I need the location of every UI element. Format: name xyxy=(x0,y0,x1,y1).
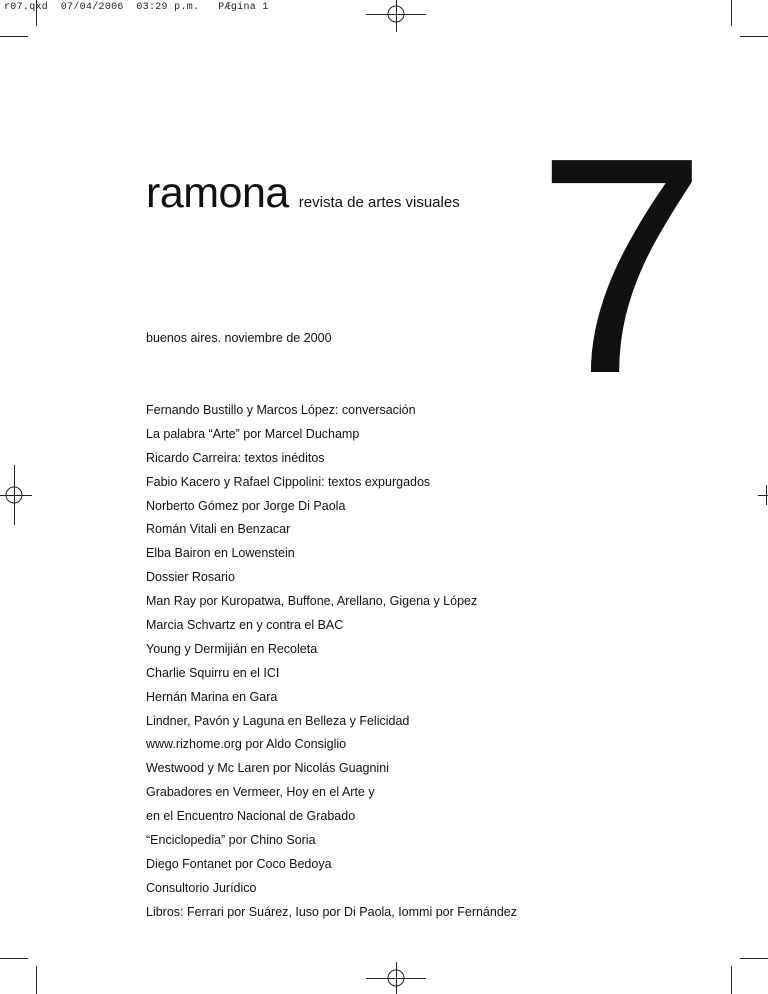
toc-item: Marcia Schvartz en y contra el BAC xyxy=(146,618,344,633)
toc-item: Dossier Rosario xyxy=(146,570,235,585)
toc-item: Young y Dermijián en Recoleta xyxy=(146,641,318,656)
toc-item: Elba Bairon en Lowenstein xyxy=(146,546,295,561)
slug-time: 03:29 p.m. xyxy=(136,2,200,13)
registration-mark-right xyxy=(758,485,768,505)
toc-item: Norberto Gómez por Jorge Di Paola xyxy=(146,498,346,513)
toc-item: Libros: Ferrari por Suárez, Iuso por Di Paola, Iommi por Fernández xyxy=(146,904,517,919)
toc-item: “Enciclopedia” por Chino Soria xyxy=(146,833,316,848)
toc-item: Ricardo Carreira: textos inéditos xyxy=(146,450,325,465)
slug-page: PÆgina 1 xyxy=(218,2,269,13)
registration-mark-top xyxy=(366,0,426,32)
toc-item: Lindner, Pavón y Laguna en Belleza y Felicidad xyxy=(146,713,410,728)
toc-item: en el Encuentro Nacional de Grabado xyxy=(146,809,356,824)
table-of-contents xyxy=(146,399,517,925)
toc-item: Román Vitali en Benzacar xyxy=(146,522,291,537)
dateline: buenos aires. noviembre de 2000 xyxy=(146,331,332,345)
toc-item: Consultorio Jurídico xyxy=(146,880,257,895)
toc-item: Fabio Kacero y Rafael Cippolini: textos expurgados xyxy=(146,474,431,489)
slug-date: 07/04/2006 xyxy=(60,2,124,13)
brand-tagline: revista de artes visuales xyxy=(298,194,460,211)
toc-item: Diego Fontanet por Coco Bedoya xyxy=(146,856,332,871)
toc-item: Hernán Marina en Gara xyxy=(146,689,278,704)
masthead xyxy=(146,169,460,217)
toc-item: Man Ray por Kuropatwa, Buffone, Arellano, Gigena y López xyxy=(146,594,478,609)
registration-mark-bottom xyxy=(366,962,426,994)
toc-item: Grabadores en Vermeer, Hoy en el Arte y xyxy=(146,785,375,800)
registration-mark-left xyxy=(0,465,32,525)
toc-item: Fernando Bustillo y Marcos López: conversación xyxy=(146,403,416,417)
toc-item: Westwood y Mc Laren por Nicolás Guagnini xyxy=(146,761,389,776)
toc-item: www.rizhome.org por Aldo Consiglio xyxy=(146,737,347,752)
slug-file: r07.qxd xyxy=(4,2,49,13)
brand-title: ramona xyxy=(146,169,289,217)
toc-item: Charlie Squirru en el ICI xyxy=(146,665,280,680)
issue-number: 7 xyxy=(536,94,704,438)
toc-item: La palabra “Arte” por Marcel Duchamp xyxy=(146,426,360,441)
